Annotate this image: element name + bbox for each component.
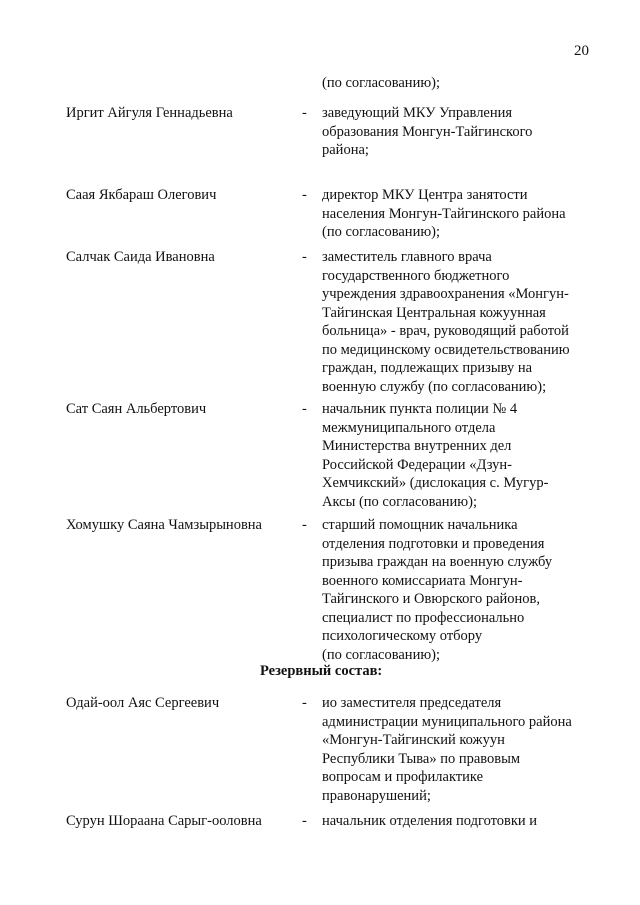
page-number: 20: [574, 43, 589, 59]
member-role-line: учреждения здравоохранения «Монгун-: [322, 286, 569, 302]
member-name: Саая Якбараш Олегович: [66, 187, 217, 203]
member-role-line: по медицинскому освидетельствованию: [322, 341, 570, 358]
member-dash: -: [302, 187, 307, 203]
member-name: Хомушку Саяна Чамзырыновна: [66, 517, 262, 533]
member-name: Салчак Саида Ивановна: [66, 249, 215, 265]
member-role: [322, 104, 592, 160]
member-dash: -: [302, 401, 307, 417]
member-role-line: призыва граждан на военную службу: [322, 554, 553, 570]
member-role-line: военную службу (по согласованию);: [322, 378, 547, 395]
member-role-line: ио заместителя председателя: [322, 695, 502, 711]
member-role-line: больница» - врач, руководящий работой: [322, 323, 569, 339]
member-role-line: заместитель главного врача: [322, 249, 492, 265]
member-role: [322, 812, 592, 831]
member-role-line: начальник пункта полиции № 4: [322, 401, 518, 417]
member-role-line: Аксы (по согласованию);: [322, 493, 477, 510]
member-role-line: отделения подготовки и проведения: [322, 535, 545, 552]
member-role-line: государственного бюджетного: [322, 267, 510, 284]
member-role-line: администрации муниципального района: [322, 713, 572, 730]
member-role: [322, 516, 592, 664]
member-dash: -: [302, 695, 307, 711]
member-role-line: межмуниципального отдела: [322, 419, 496, 436]
member-role-line: Министерства внутренних дел: [322, 438, 512, 454]
member-role-line: военного комиссариата Монгун-: [322, 572, 523, 589]
member-dash: -: [302, 105, 307, 121]
member-name: Сурун Шораана Сарыг-ооловна: [66, 813, 262, 829]
member-role-line: Тайгинского и Овюрского районов,: [322, 591, 541, 607]
reserve-section-heading: Резервный состав:: [260, 663, 383, 679]
member-role-line: образования Монгун-Тайгинского: [322, 123, 533, 140]
member-role-line: (по согласованию);: [322, 646, 441, 663]
member-role-line: заведующий МКУ Управления: [322, 105, 513, 121]
member-name: Одай-оол Аяс Сергеевич: [66, 695, 220, 711]
member-role-line: старший помощник начальника: [322, 517, 518, 533]
member-role-line: директор МКУ Центра занятости: [322, 187, 528, 203]
member-name: Сат Саян Альбертович: [66, 401, 207, 417]
member-role-line: Тайгинская Центральная кожуунная: [322, 304, 546, 321]
continued-role-text: (по согласованию);: [322, 75, 441, 91]
member-role-line: (по согласованию);: [322, 224, 441, 240]
member-role-line: начальник отделения подготовки и: [322, 813, 538, 829]
member-role: [322, 248, 592, 396]
member-role-line: района;: [322, 142, 369, 158]
member-dash: -: [302, 249, 307, 265]
member-role-line: граждан, подлежащих призыву на: [322, 360, 533, 376]
member-role-line: вопросам и профилактике: [322, 769, 484, 785]
member-dash: -: [302, 517, 307, 533]
member-role: [322, 694, 592, 805]
member-name: Иргит Айгуля Геннадьевна: [66, 105, 233, 121]
member-role-line: правонарушений;: [322, 787, 431, 804]
member-dash: -: [302, 813, 307, 829]
member-role: [322, 400, 592, 511]
member-role-line: Хемчикский» (дислокация с. Мугур-: [322, 475, 549, 491]
member-role-line: Республики Тыва» по правовым: [322, 750, 521, 767]
member-role-line: «Монгун-Тайгинский кожуун: [322, 732, 505, 748]
member-role: [322, 186, 592, 242]
member-role-line: населения Монгун-Тайгинского района: [322, 205, 566, 222]
member-role-line: Российской Федерации «Дзун-: [322, 456, 512, 473]
member-role-line: психологическому отбору: [322, 628, 483, 644]
member-role-line: специалист по профессионально: [322, 609, 525, 626]
